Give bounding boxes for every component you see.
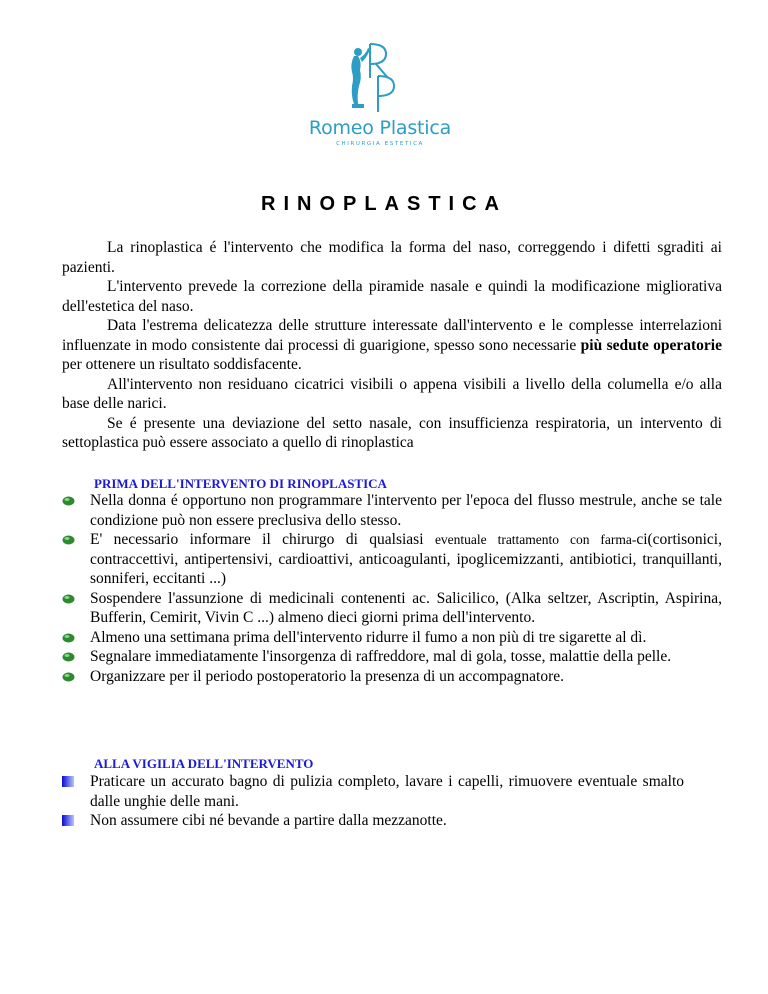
- list-item: Almeno una settimana prima dell'intervento ridurre il fumo a non più di tre sigarette al dì.: [62, 628, 722, 648]
- intro-paragraph: Data l'estrema delicatezza delle strutture interessate dall'intervento e le complesse interrelazioni influenzate in modo consistente dai processi di guarigione, spesso sono necessarie più sedute operatorie per ottenere un risultato soddisfacente.: [62, 317, 722, 373]
- intro-paragraph: La rinoplastica é l'intervento che modifica la forma del naso, correggendo i difetti sgraditi ai pazienti.: [62, 239, 722, 276]
- list-item: Non assumere cibi né bevande a partire dalla mezzanotte.: [62, 811, 722, 831]
- list-item: Organizzare per il periodo postoperatorio la presenza di un accompagnatore.: [62, 667, 722, 687]
- before-surgery-list: [62, 491, 722, 686]
- green-ball-icon: [62, 652, 75, 662]
- intro-paragraph: L'intervento prevede la correzione della piramide nasale e quindi la modificazione migliorativa dell'estetica del naso.: [62, 278, 722, 315]
- section-heading-eve-of-surgery: ALLA VIGILIA DELL'INTERVENTO: [94, 756, 314, 771]
- intro-text: [62, 238, 722, 453]
- intro-paragraph: All'intervento non residuano cicatrici visibili o appena visibili a livello della columella e/o alla base delle narici.: [62, 375, 722, 412]
- bold-phrase: più sedute operatorie: [580, 336, 722, 354]
- rp-monogram-icon: [340, 38, 420, 118]
- list-item: Segnalare immediatamente l'insorgenza di raffreddore, mal di gola, tosse, malattie della pelle.: [62, 647, 722, 667]
- green-ball-icon: [62, 535, 75, 545]
- list-item: Praticare un accurato bagno di pulizia completo, lavare i capelli, rimuovere eventuale smalto dalle unghie delle mani.: [62, 772, 722, 811]
- green-ball-icon: [62, 594, 75, 604]
- blue-square-icon: [62, 815, 74, 826]
- logo: [300, 38, 460, 156]
- list-item: Sospendere l'assunzione di medicinali contenenti ac. Salicilico, (Alka seltzer, Ascriptin, Aspirina, Bufferin, Cemirit, Vivin C ...) almeno dieci giorni prima dell'intervento.: [62, 589, 722, 628]
- eve-of-surgery-list: [62, 772, 722, 831]
- list-item: Nella donna é opportuno non programmare l'intervento per l'epoca del flusso mestrule, anche se tale condizione può non essere preclusiva dello stesso.: [62, 491, 722, 530]
- intro-paragraph: Se é presente una deviazione del setto nasale, con insufficienza respiratoria, un intervento di settoplastica può essere associato a quello di rinoplastica: [62, 414, 722, 451]
- blue-square-icon: [62, 776, 74, 787]
- logo-brand: Romeo Plastica: [308, 117, 452, 139]
- green-ball-icon: [62, 496, 75, 506]
- logo-subtitle: CHIRURGIA ESTETICA: [336, 141, 424, 147]
- section-heading-before-surgery: PRIMA DELL'INTERVENTO DI RINOPLASTICA: [94, 476, 387, 491]
- page-title: RINOPLASTICA: [261, 193, 507, 215]
- green-ball-icon: [62, 672, 75, 682]
- list-item: E' necessario informare il chirurgo di qualsiasi eventuale trattamento con farma-ci(cortisonici, contraccettivi, antipertensivi, cardioattivi, anticoagulanti, ipoglicemizzanti, antibiotici, tranquillanti, sonniferi, eccitanti ...): [62, 530, 722, 589]
- green-ball-icon: [62, 633, 75, 643]
